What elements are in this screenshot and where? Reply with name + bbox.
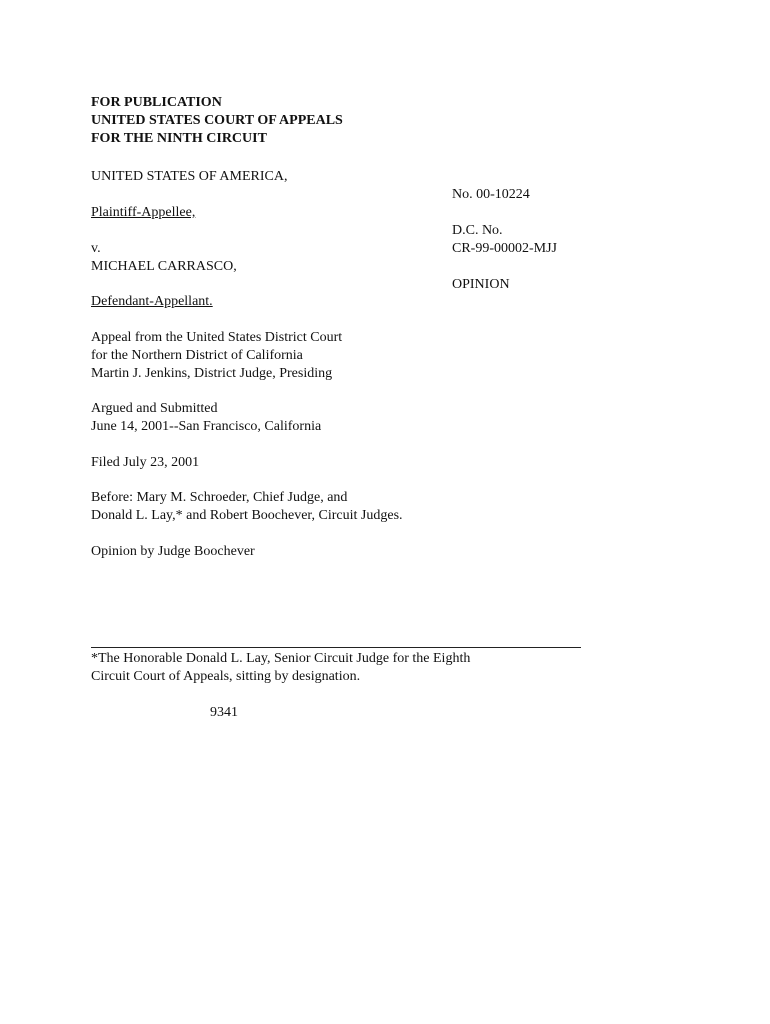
appeal-line-3: Martin J. Jenkins, District Judge, Presiding: [91, 366, 333, 381]
plaintiff-name: UNITED STATES OF AMERICA,: [91, 169, 288, 184]
header-line-1: FOR PUBLICATION: [91, 95, 222, 110]
footnote-divider: [91, 647, 581, 648]
case-number: No. 00-10224: [452, 187, 530, 202]
dc-label: D.C. No.: [452, 223, 503, 238]
dc-number: CR-99-00002-MJJ: [452, 241, 558, 256]
filed-date: Filed July 23, 2001: [91, 455, 200, 470]
versus-label: v.: [91, 241, 101, 256]
defendant-name: MICHAEL CARRASCO,: [91, 259, 237, 274]
opinion-author: Opinion by Judge Boochever: [91, 544, 255, 559]
footnote-line-2: Circuit Court of Appeals, sitting by designation.: [91, 669, 361, 684]
appeal-line-1: Appeal from the United States District Court: [91, 330, 343, 345]
header-line-3: FOR THE NINTH CIRCUIT: [91, 131, 267, 146]
defendant-role: Defendant-Appellant.: [91, 294, 213, 309]
before-line-1: Before: Mary M. Schroeder, Chief Judge, and: [91, 490, 348, 505]
argued-line-1: Argued and Submitted: [91, 401, 218, 416]
appeal-line-2: for the Northern District of California: [91, 348, 303, 363]
plaintiff-role: Plaintiff-Appellee,: [91, 205, 196, 220]
page-number: 9341: [210, 705, 238, 720]
before-line-2: Donald L. Lay,* and Robert Boochever, Circuit Judges.: [91, 508, 403, 523]
argued-line-2: June 14, 2001--San Francisco, California: [91, 419, 322, 434]
footnote-line-1: *The Honorable Donald L. Lay, Senior Circuit Judge for the Eighth: [91, 651, 471, 666]
header-line-2: UNITED STATES COURT OF APPEALS: [91, 113, 343, 128]
document-type: OPINION: [452, 277, 510, 292]
